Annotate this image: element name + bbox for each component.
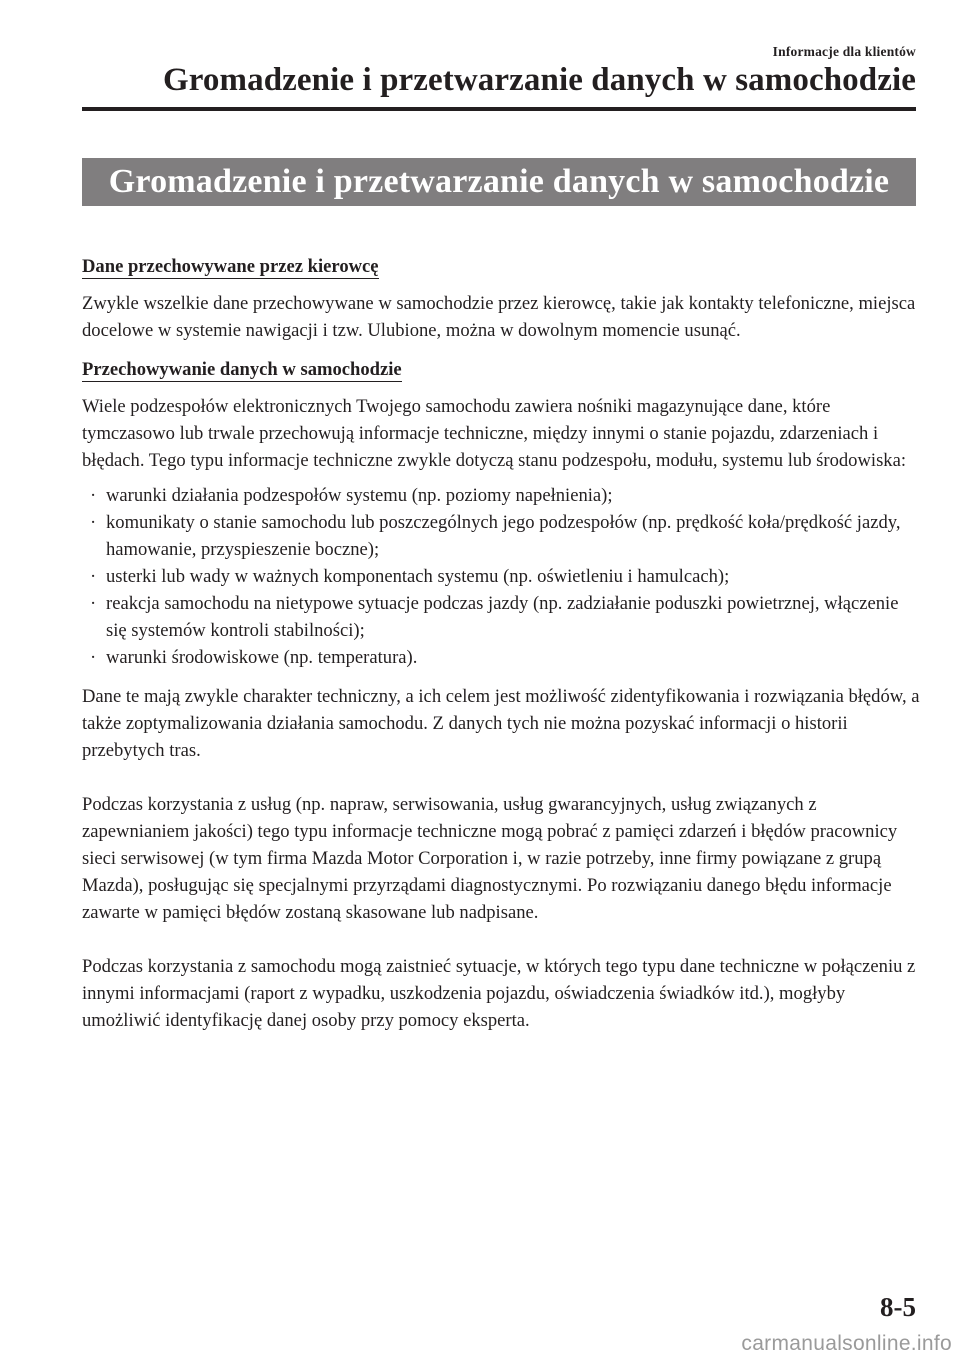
list-item-text: warunki środowiskowe (np. temperatura).: [106, 647, 418, 668]
list-item-text: usterki lub wady w ważnych komponentach systemu (np. oświetleniu i hamulcach);: [106, 566, 730, 587]
list-item: [82, 590, 922, 644]
subheading-driver-data: Dane przechowywane przez kierowcę: [82, 256, 379, 277]
section-kicker: Informacje dla klientów: [772, 44, 916, 59]
list-item-text: reakcja samochodu na nietypowe sytuacje podczas jazdy (np. zadziałanie poduszki powietrznej, włączenie się systemów kontroli stabilności);: [106, 593, 899, 641]
bullet-list: [82, 482, 922, 671]
chapter-banner-title: Gromadzenie i przetwarzanie danych w samochodzie: [108, 163, 890, 200]
page-number: 8-5: [880, 1292, 916, 1322]
list-item: [82, 563, 922, 590]
watermark: carmanualsonline.info: [741, 1332, 952, 1355]
bullet-dot: ·: [90, 593, 97, 614]
list-item: [82, 644, 922, 671]
bullet-dot: ·: [90, 485, 97, 506]
list-item-text: warunki działania podzespołów systemu (np. poziomy napełnienia);: [106, 485, 613, 506]
paragraph-driver-data: Zwykle wszelkie dane przechowywane w samochodzie przez kierowcę, takie jak kontakty telefoniczne, miejsca docelowe w systemie nawigacji i tzw. Ulubione, można w dowolnym momencie usunąć.: [82, 293, 916, 341]
page-body: [82, 253, 922, 1034]
subheading-vehicle-storage: Przechowywanie danych w samochodzie: [82, 359, 402, 380]
paragraph-storage-intro: Wiele podzespołów elektronicznych Twojego samochodu zawiera nośniki magazynujące dane, które tymczasowo lub trwale przechowują informacje techniczne, między innymi o stanie pojazdu, zdarzeniach i błędach. Tego typu informacje techniczne zwykle dotyczą stanu podzespołu, modułu, systemu lub środowiska:: [82, 396, 907, 471]
bullet-dot: ·: [90, 566, 97, 587]
paragraph-technical-nature: Dane te mają zwykle charakter techniczny, a ich celem jest możliwość zidentyfikowania i rozwiązania błędów, a także zoptymalizowania działania samochodu. Z danych tych nie można pozyskać informacji o historii przebytych tras.: [82, 686, 920, 761]
list-item: [82, 482, 922, 509]
chapter-banner: [82, 158, 916, 206]
running-header-title: Gromadzenie i przetwarzanie danych w samochodzie: [162, 62, 916, 98]
bullet-dot: ·: [90, 647, 97, 668]
list-item-text: komunikaty o stanie samochodu lub poszczególnych jego podzespołów (np. prędkość koła/prędkość jazdy, hamowanie, przyspieszenie boczne);: [106, 512, 901, 560]
paragraph-identification: Podczas korzystania z samochodu mogą zaistnieć sytuacje, w których tego typu dane techniczne w połączeniu z innymi informacjami (raport z wypadku, uszkodzenia pojazdu, oświadczenia świadków itd.), mogłyby umożliwić identyfikację danej osoby przy pomocy eksperta.: [82, 956, 916, 1031]
bullet-dot: ·: [90, 512, 97, 533]
paragraph-service-diagnostics: Podczas korzystania z usług (np. napraw, serwisowania, usług gwarancyjnych, usług związanych z zapewnianiem jakości) tego typu informacje techniczne mogą pobrać z pamięci zdarzeń i błędów pracownicy sieci serwisowej (w tym firma Mazda Motor Corporation i, w razie potrzeby, inne firmy powiązane z grupą Mazda), posługując się specjalnymi przyrządami diagnostycznymi. Po rozwiązaniu danego błędu informacje zawarte w pamięci błędów zostaną skasowane lub nadpisane.: [82, 794, 898, 923]
list-item: [82, 509, 922, 563]
header-rule: [82, 107, 916, 111]
